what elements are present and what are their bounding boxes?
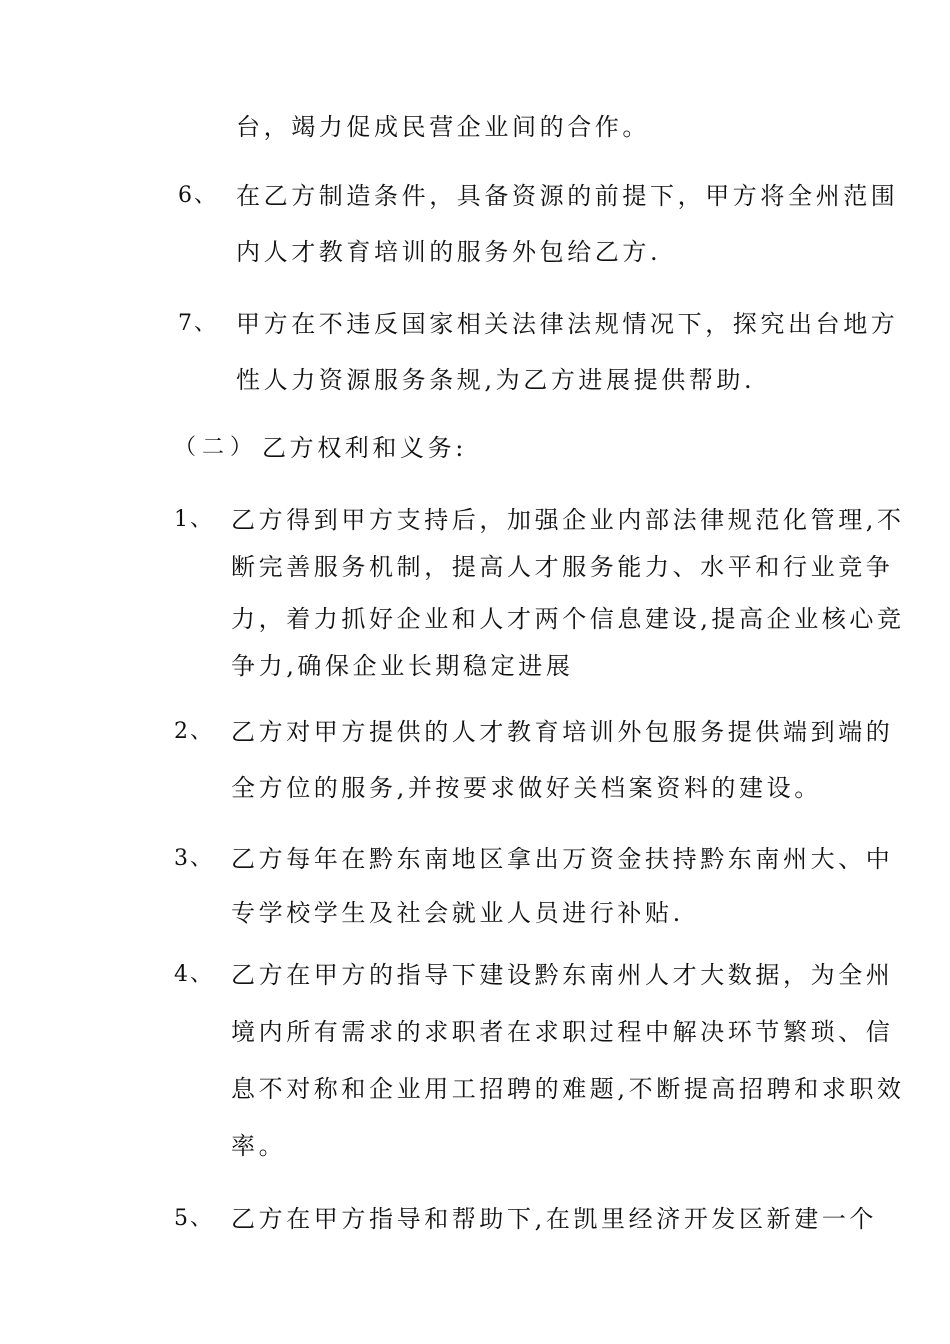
list-item-number: 6、: [178, 183, 218, 208]
section-heading: 乙方权利和义务:: [262, 434, 467, 462]
list-item-line: 乙方每年在黔东南地区拿出万资金扶持黔东南州大、中: [231, 845, 894, 873]
list-item-line: 乙方在甲方指导和帮助下,在凯里经济开发区新建一个: [231, 1205, 878, 1233]
list-item-line: 甲方在不违反国家相关法律法规情况下，探究出台地方: [236, 310, 899, 338]
list-item-line: 全方位的服务,并按要求做好关档案资料的建设。: [231, 774, 822, 802]
list-item-number: 3、: [174, 846, 214, 871]
list-item-line: 息不对称和企业用工招聘的难题,不断提高招聘和求职效: [231, 1075, 905, 1103]
list-item-number: 7、: [178, 311, 218, 336]
list-item-line: 境内所有需求的求职者在求职过程中解决环节繁琐、信: [231, 1018, 894, 1046]
list-item-line: 专学校学生及社会就业人员进行补贴.: [231, 899, 684, 927]
list-item-line: 断完善服务机制，提高人才服务能力、水平和行业竞争: [231, 553, 894, 581]
list-item-number: 2、: [174, 719, 214, 744]
list-item-number: 4、: [174, 962, 214, 987]
list-item-line: 争力,确保企业长期稳定进展: [231, 652, 574, 680]
section-number: （二）: [174, 435, 259, 460]
list-item-line: 乙方在甲方的指导下建设黔东南州人才大数据，为全州: [231, 961, 894, 989]
list-item-number: 5、: [174, 1206, 214, 1231]
paragraph-line: 台，竭力促成民营企业间的合作。: [236, 113, 650, 141]
list-item-number: 1、: [174, 507, 214, 532]
list-item-line: 乙方对甲方提供的人才教育培训外包服务提供端到端的: [231, 718, 894, 746]
list-item-line: 乙方得到甲方支持后，加强企业内部法律规范化管理,不: [231, 506, 905, 534]
list-item-line: 率。: [231, 1132, 287, 1160]
list-item-line: 内人才教育培训的服务外包给乙方.: [236, 238, 662, 266]
list-item-line: 在乙方制造条件，具备资源的前提下，甲方将全州范围: [236, 182, 899, 210]
list-item-line: 性人力资源服务条规,为乙方进展提供帮助.: [236, 366, 756, 394]
list-item-line: 力，着力抓好企业和人才两个信息建设,提高企业核心竞: [231, 605, 905, 633]
